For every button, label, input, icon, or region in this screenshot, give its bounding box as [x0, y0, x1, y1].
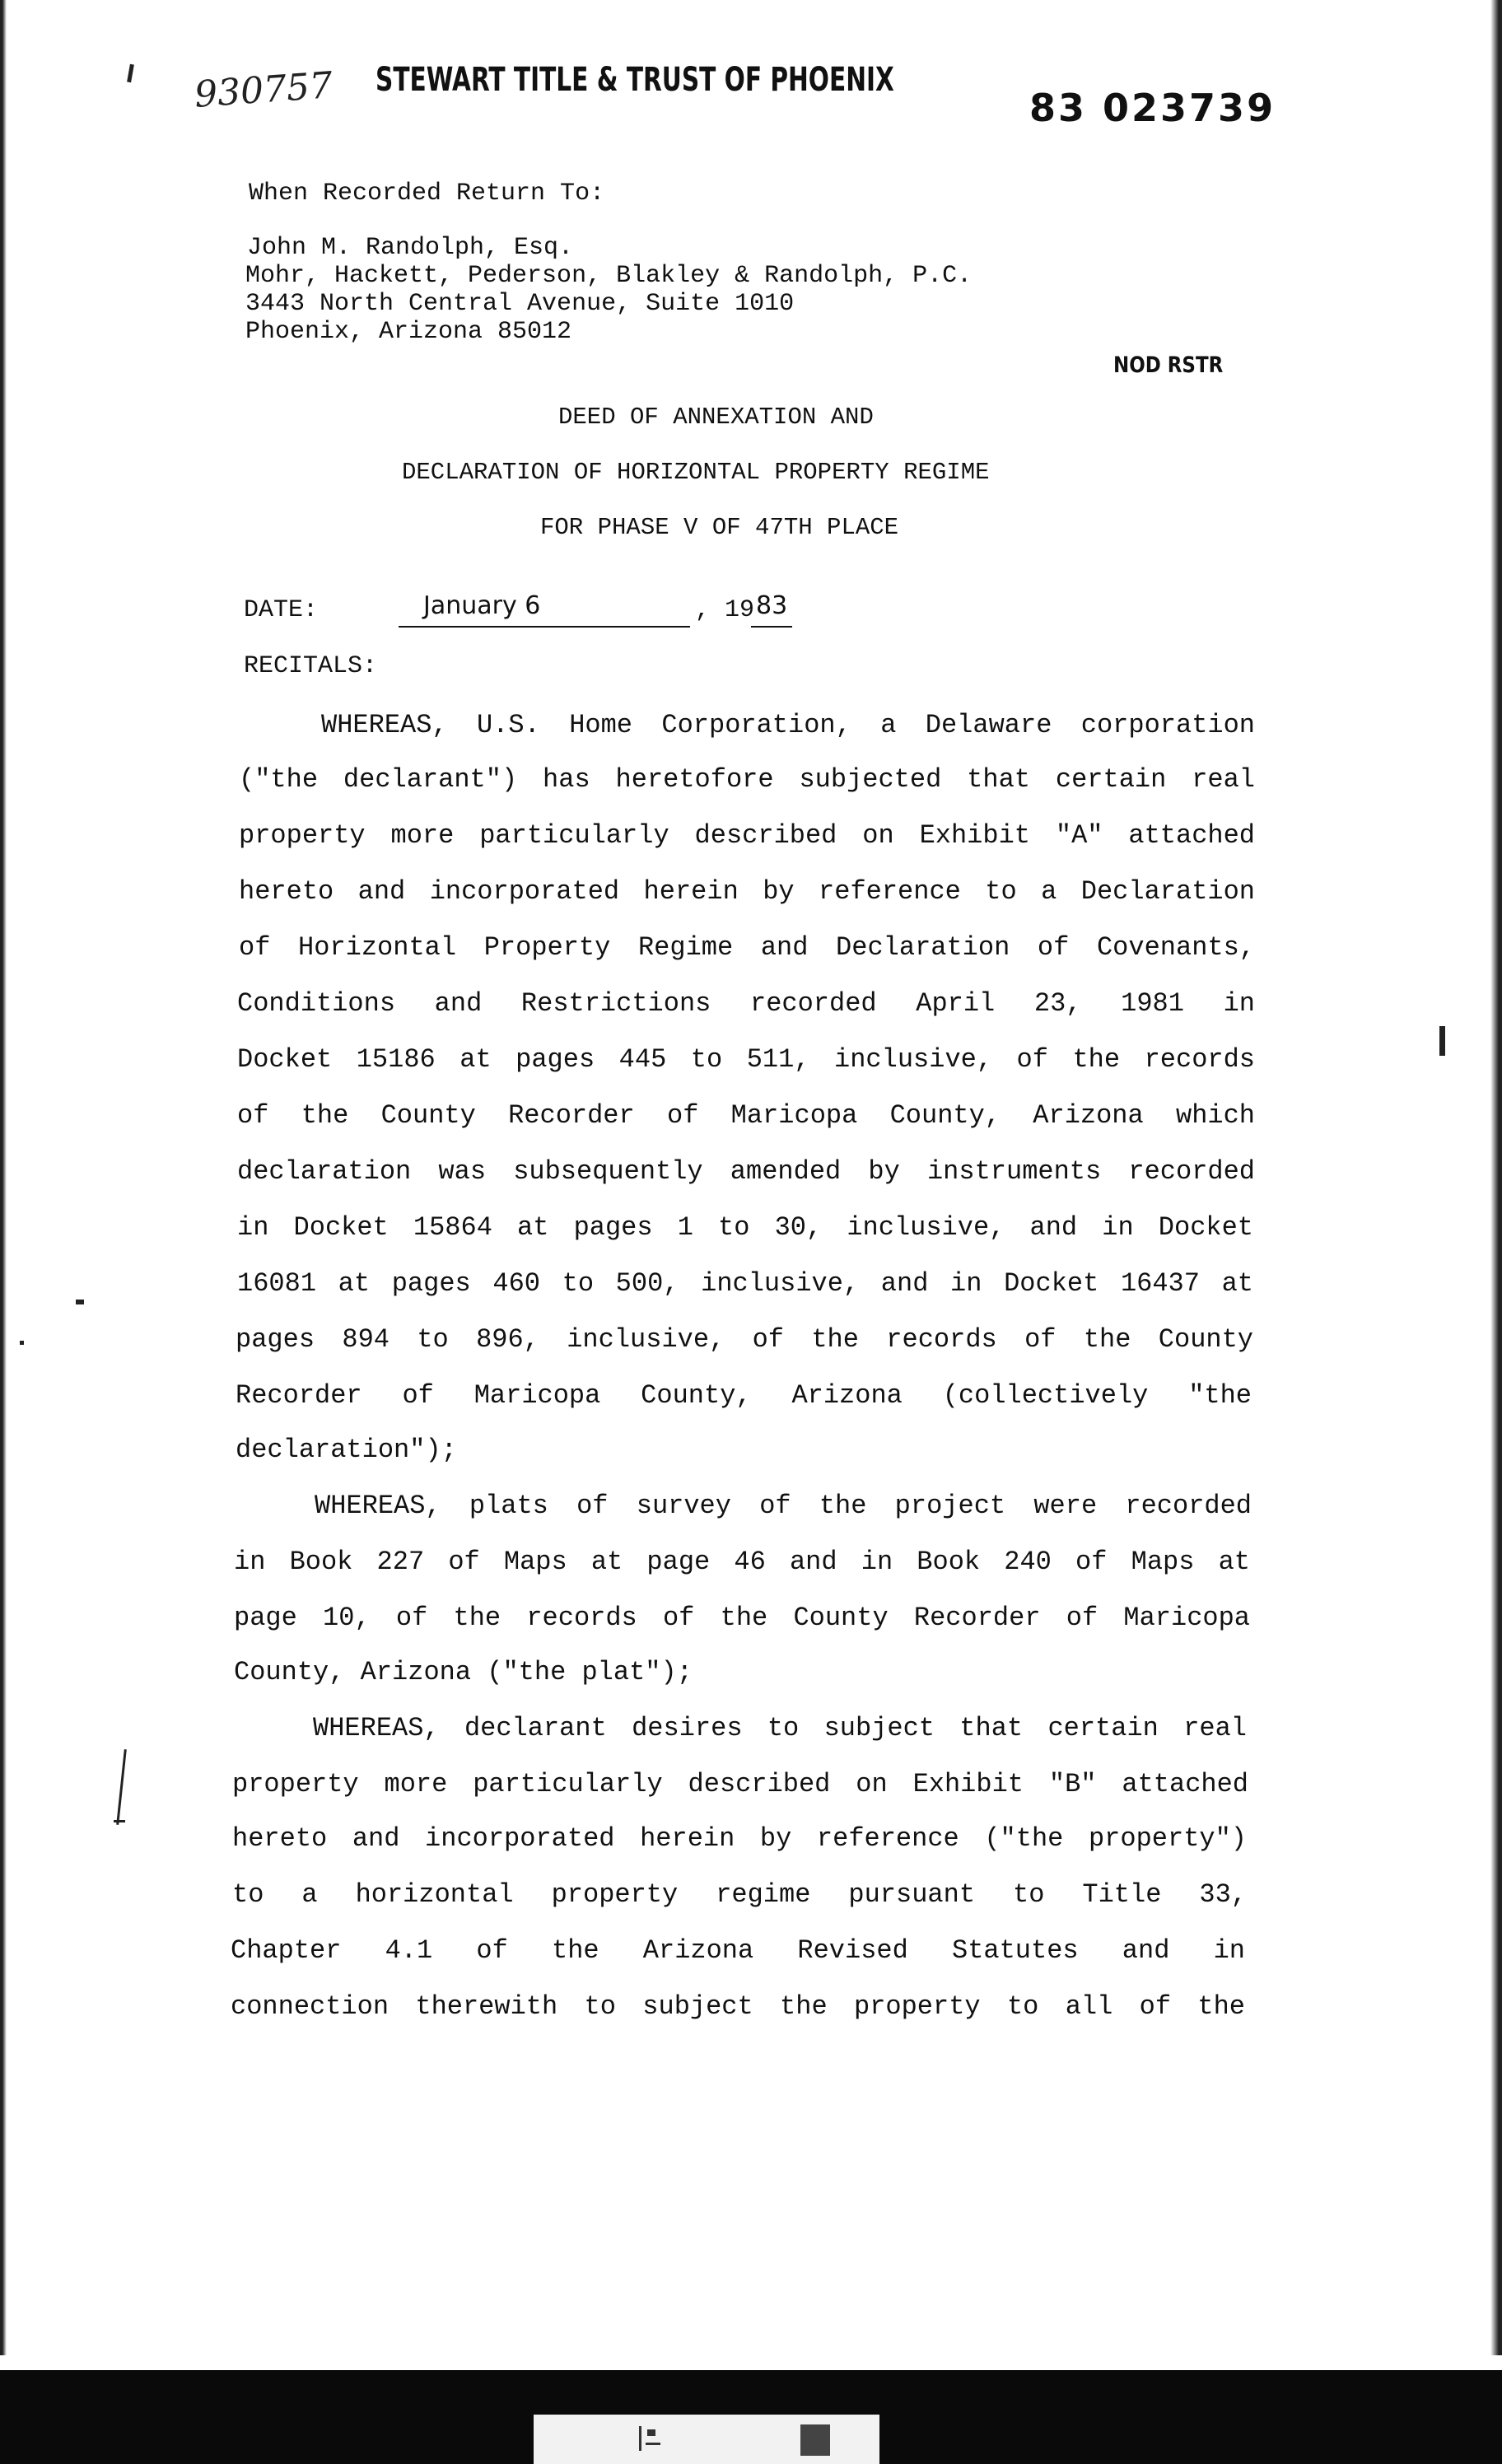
scan-edge-left [0, 0, 18, 2355]
handwritten-number: 930757 [193, 64, 334, 116]
body-line: Recorder of Maricopa County, Arizona (collectively "the [236, 1380, 1252, 1411]
body-line: to a horizontal property regime pursuant to Title 33, [232, 1879, 1247, 1910]
date-underline [399, 626, 690, 628]
body-line: ("the declarant") has heretofore subjected that certain real [239, 764, 1255, 795]
return-address-line: 3443 North Central Avenue, Suite 1010 [245, 290, 795, 318]
margin-mark [114, 1820, 125, 1822]
body-line: property more particularly described on Exhibit "A" attached [239, 820, 1255, 851]
scan-speck [646, 2443, 660, 2445]
body-line: declaration"); [236, 1435, 457, 1465]
body-line: of the County Recorder of Maricopa County, Arizona which [237, 1100, 1255, 1131]
body-line: Chapter 4.1 of the Arizona Revised Statutes and in [231, 1935, 1245, 1966]
body-line: Conditions and Restrictions recorded April 23, 1981 in [237, 988, 1255, 1019]
body-line: WHEREAS, declarant desires to subject that certain real [313, 1713, 1247, 1743]
scan-speck [639, 2426, 641, 2451]
return-address-line: Mohr, Hackett, Pederson, Blakley & Randolph, P.C. [245, 262, 973, 290]
return-heading: When Recorded Return To: [249, 180, 605, 208]
scan-speck [800, 2424, 830, 2456]
margin-mark [76, 1300, 84, 1304]
date-month-day: January 6 [423, 591, 541, 620]
body-line: Docket 15186 at pages 445 to 511, inclusive, of the records [237, 1044, 1255, 1075]
recitals-label: RECITALS: [244, 652, 378, 680]
body-line: in Docket 15864 at pages 1 to 30, inclusive, and in Docket [237, 1212, 1253, 1243]
body-line: 16081 at pages 460 to 500, inclusive, and in Docket 16437 at [237, 1268, 1253, 1299]
margin-mark [1439, 1026, 1445, 1056]
document-title-line-3: FOR PHASE V OF 47TH PLACE [540, 514, 899, 541]
body-line: hereto and incorporated herein by reference to a Declaration [239, 876, 1255, 907]
margin-mark [127, 64, 134, 83]
document-title-line-1: DEED OF ANNEXATION AND [558, 404, 874, 431]
stamp-code: NOD RSTR [1113, 352, 1224, 378]
scan-speck [647, 2429, 655, 2436]
return-address-line: John M. Randolph, Esq. [247, 234, 574, 262]
body-line: WHEREAS, plats of survey of the project were recorded [315, 1491, 1252, 1521]
body-line: declaration was subsequently amended by instruments recorded [237, 1156, 1255, 1187]
body-line: property more particularly described on Exhibit "B" attached [232, 1769, 1248, 1799]
date-year-suffix: 83 [756, 591, 788, 620]
recording-number: 83 023739 [1029, 86, 1276, 130]
body-line: County, Arizona ("the plat"); [234, 1657, 693, 1687]
body-line: pages 894 to 896, inclusive, of the records of the County [236, 1324, 1253, 1355]
date-year-prefix: , 19 [695, 596, 755, 624]
stamp-company-name: STEWART TITLE & TRUST OF PHOENIX [376, 61, 894, 99]
body-line: page 10, of the records of the County Recorder of Maricopa [234, 1603, 1250, 1633]
body-line: of Horizontal Property Regime and Declaration of Covenants, [239, 932, 1255, 963]
body-line: in Book 227 of Maps at page 46 and in Book 240 of Maps at [234, 1547, 1250, 1577]
return-address-line: Phoenix, Arizona 85012 [245, 318, 572, 346]
body-line: hereto and incorporated herein by reference ("the property") [232, 1823, 1247, 1854]
margin-mark [116, 1749, 127, 1825]
scan-edge-right [1481, 0, 1502, 2355]
body-line: WHEREAS, U.S. Home Corporation, a Delaware corporation [321, 710, 1255, 740]
body-line: connection therewith to subject the property to all of the [231, 1991, 1245, 2022]
year-underline [751, 626, 792, 628]
margin-mark [20, 1341, 24, 1345]
document-title-line-2: DECLARATION OF HORIZONTAL PROPERTY REGIME [402, 459, 990, 486]
date-label: DATE: [244, 596, 319, 624]
